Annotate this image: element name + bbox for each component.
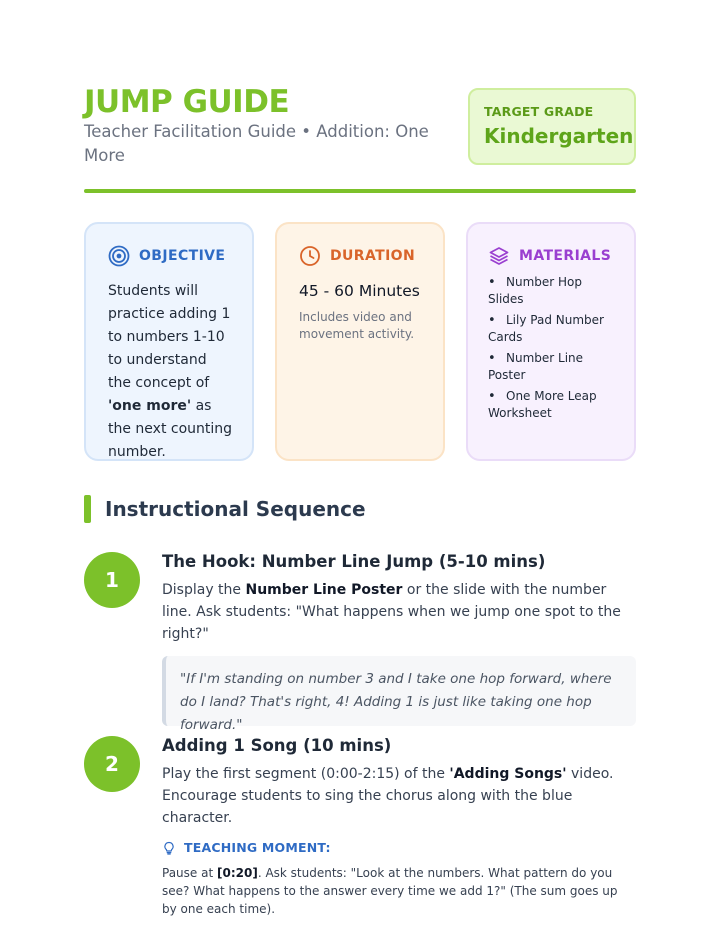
duration-card	[275, 222, 445, 461]
target-grade-label: TARGET GRADE	[484, 104, 594, 119]
materials-item: • Number Line Poster	[488, 350, 616, 384]
step-description: Play the first segment (0:00-2:15) of the 'Adding Songs' video. Encourage students to sing the chorus along with the blue character.	[162, 766, 614, 826]
step-title: Adding 1 Song (10 mins)	[162, 736, 392, 755]
lightbulb-icon	[162, 841, 176, 855]
target-grade-value: Kindergarten	[484, 124, 634, 148]
target-grade-box	[468, 88, 636, 165]
header-divider	[84, 189, 636, 193]
step-1	[162, 552, 636, 733]
step-number-badge: 2	[84, 736, 140, 792]
step-2	[162, 736, 636, 918]
materials-title: MATERIALS	[519, 248, 612, 264]
page-subtitle: Teacher Facilitation Guide • Addition: One More	[84, 122, 429, 165]
materials-item: • Number Hop Slides	[488, 274, 616, 308]
objective-text: Students will practice adding 1 to numbers 1-10 to understand the concept of 'one more' as the next counting number.	[108, 283, 233, 460]
step-description: Display the Number Line Poster or the slide with the number line. Ask students: "What happens when we jump one spot to the right?"	[162, 582, 621, 642]
materials-item: • Lily Pad Number Cards	[488, 312, 616, 346]
page-header	[84, 84, 636, 194]
duration-value: 45 - 60 Minutes	[299, 282, 420, 300]
section-accent-bar	[84, 495, 91, 523]
step-number-badge: 1	[84, 552, 140, 608]
target-icon	[108, 245, 130, 267]
objective-card	[84, 222, 254, 461]
materials-card	[466, 222, 636, 461]
clock-icon	[299, 245, 321, 267]
duration-note: Includes video and movement activity.	[299, 310, 415, 341]
teaching-moment-text: Pause at [0:20]. Ask students: "Look at the numbers. What pattern do you see? What happens to the answer every time we add 1?" (The sum goes up by one each time).	[162, 866, 618, 916]
section-title: Instructional Sequence	[105, 497, 366, 521]
materials-list	[488, 274, 616, 422]
teaching-moment-header	[162, 840, 636, 855]
page-title: JUMP GUIDE	[84, 84, 290, 120]
section-heading	[84, 495, 366, 523]
objective-title: OBJECTIVE	[139, 248, 226, 264]
duration-title: DURATION	[330, 248, 416, 264]
step-title: The Hook: Number Line Jump (5-10 mins)	[162, 552, 546, 571]
teaching-moment-title: TEACHING MOMENT:	[184, 840, 331, 855]
materials-item: • One More Leap Worksheet	[488, 388, 616, 422]
teacher-script-quote: "If I'm standing on number 3 and I take one hop forward, where do I land? That's right, 4! Adding 1 is just like taking one hop forward."	[162, 656, 636, 726]
layers-icon	[488, 245, 510, 267]
